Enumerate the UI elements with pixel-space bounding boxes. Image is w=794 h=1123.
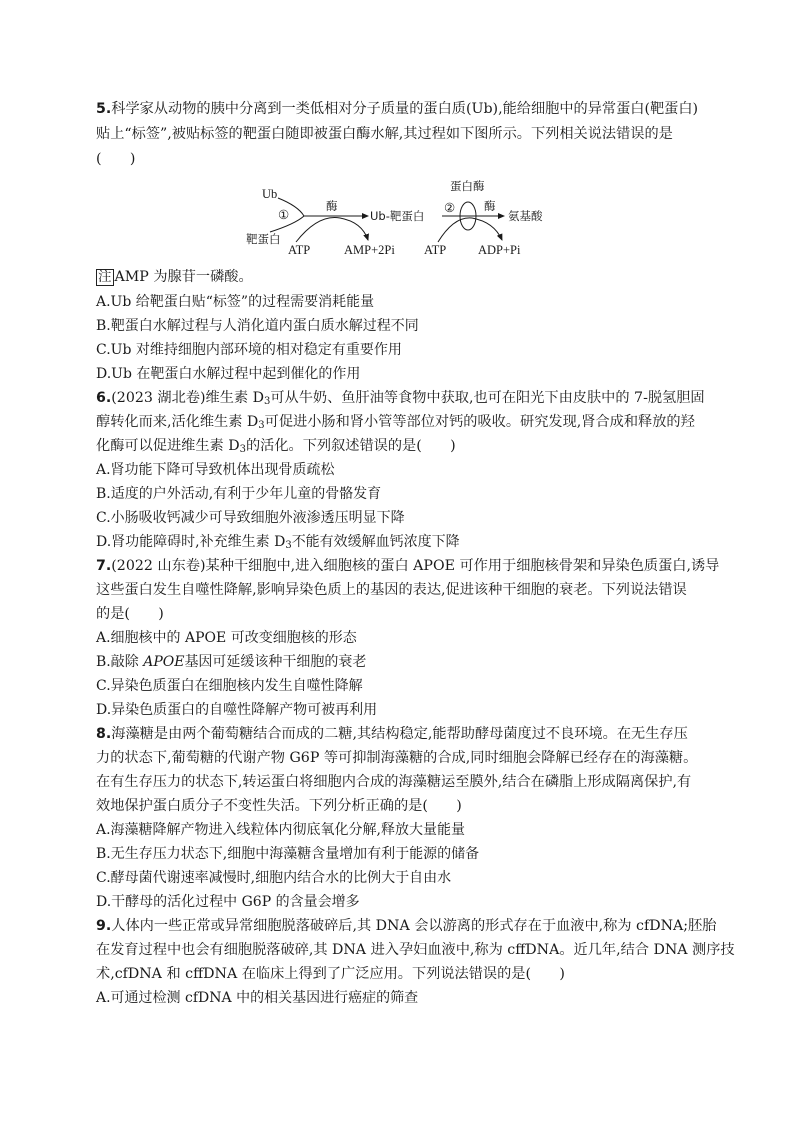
q6-option-d: D.肾功能障碍时,补充维生素 $D_3$不能有效缓解血钙浓度下降 bbox=[96, 534, 460, 551]
q6-number: 6. bbox=[96, 390, 112, 406]
q8-stem-line-2: 力的状态下,葡萄糖的代谢产物 G6P 等可抑制海藻糖的合成,同时细胞会降解已经存在的海藻糖。 bbox=[96, 750, 698, 766]
q9-stem-line-3: 术,cfDNA 和 cffDNA 在临床上得到了广泛应用。下列说法错误的是( ) bbox=[96, 966, 565, 982]
q9-option-a: A.可通过检测 cfDNA 中的相关基因进行癌症的筛查 bbox=[96, 990, 419, 1006]
q7-option-b: B.敲除 APOE基因可延缓该种干细胞的衰老 bbox=[96, 654, 367, 670]
q5-stem-line-2: 贴上“标签”,被贴标签的靶蛋白随即被蛋白酶水解,其过程如下图所示。下列相关说法错误的是 bbox=[96, 126, 673, 142]
q7-stem-line-3: 的是( ) bbox=[96, 606, 164, 622]
note-label: 注 bbox=[98, 269, 112, 285]
q7-number: 7. bbox=[96, 558, 112, 574]
q5-option-c: C.Ub 对维持细胞内部环境的相对稳定有重要作用 bbox=[96, 342, 402, 358]
ub-pathway-diagram bbox=[240, 176, 550, 260]
enzyme-2-label: 酶 bbox=[484, 199, 496, 213]
ub-label: Ub bbox=[262, 187, 278, 201]
q8-number: 8. bbox=[96, 726, 112, 742]
adp-label: ADP+Pi bbox=[478, 243, 521, 257]
enzyme-1-label: 酶 bbox=[326, 199, 338, 213]
q8-stem-line-4: 效地保护蛋白质分子不变性失活。下列分析正确的是( ) bbox=[96, 798, 462, 814]
atp-1-curve bbox=[296, 218, 368, 243]
q6-option-a: A.肾功能下降可导致机体出现骨质疏松 bbox=[96, 462, 335, 478]
q7-option-c: C.异染色质蛋白在细胞核内发生自噬性降解 bbox=[96, 678, 363, 694]
q6-stem-line-2: 醇转化而来,活化维生素 $D_3$可促进小肠和肾小管等部位对钙的吸收。研究发现,肾合成和释放的羟 bbox=[96, 414, 695, 431]
q7-option-d: D.异染色质蛋白的自噬性降解产物可被再利用 bbox=[96, 702, 378, 718]
amino-acid-label: 氨基酸 bbox=[508, 209, 543, 223]
target-protein-label: 靶蛋白 bbox=[246, 232, 281, 246]
q8-option-b: B.无生存压力状态下,细胞中海藻糖含量增加有利于能源的储备 bbox=[96, 846, 480, 862]
atp-2-label: ATP bbox=[424, 243, 447, 257]
q5-option-a: A.Ub 给靶蛋白贴“标签”的过程需要消耗能量 bbox=[96, 294, 375, 310]
amp-label: AMP+2Pi bbox=[344, 243, 395, 257]
apoe-gene: APOE bbox=[143, 654, 185, 670]
q9-number: 9. bbox=[96, 918, 112, 934]
q6-stem-line-3: 化酶可以促进维生素 $D_3$的活化。下列叙述错误的是( ) bbox=[96, 438, 456, 455]
q5-number: 5. bbox=[96, 101, 112, 117]
step-2-label: ② bbox=[444, 201, 456, 215]
atp-1-label: ATP bbox=[288, 243, 311, 257]
q6-option-b: B.适度的户外活动,有利于少年儿童的骨骼发育 bbox=[96, 486, 382, 502]
q8-option-c: C.酵母菌代谢速率减慢时,细胞内结合水的比例大于自由水 bbox=[96, 870, 452, 886]
q8-stem-line-3: 在有生存压力的状态下,转运蛋白将细胞内合成的海藻糖运至膜外,结合在磷脂上形成隔离保护,有 bbox=[96, 774, 692, 790]
q8-option-a: A.海藻糖降解产物进入线粒体内彻底氧化分解,释放大量能量 bbox=[96, 822, 466, 838]
q9-stem-line-2: 在发育过程中也会有细胞脱落破碎,其 DNA 进入孕妇血液中,称为 cffDNA。近几年,结合 DNA 测序技 bbox=[96, 942, 735, 958]
q7-stem-line-2: 这些蛋白发生自噬性降解,影响异染色质上的基因的表达,促进该种干细胞的衰老。下列说法错误 bbox=[96, 582, 687, 598]
protease-label: 蛋白酶 bbox=[450, 179, 485, 193]
q5-option-b: B.靶蛋白水解过程与人消化道内蛋白质水解过程不同 bbox=[96, 318, 419, 334]
q5-option-d: D.Ub 在靶蛋白水解过程中起到催化的作用 bbox=[96, 366, 361, 382]
q8-stem-line-1: 8.海藻糖是由两个葡萄糖结合而成的二糖,其结构稳定,能帮助酵母菌度过不良环境。在无生存压 bbox=[96, 726, 688, 742]
q5-note: 注 AMP 为腺苷一磷酸。 bbox=[98, 269, 253, 285]
q8-option-d: D.干酵母的活化过程中 G6P 的含量会增多 bbox=[96, 894, 360, 910]
q6-option-c: C.小肠吸收钙减少可导致细胞外液渗透压明显下降 bbox=[96, 510, 405, 526]
step-1-label: ① bbox=[278, 208, 290, 222]
q6-stem-line-1: 6.(2023 湖北卷)维生素 $D_3$可从牛奶、鱼肝油等食物中获取,也可在阳光下由皮肤中的 7-脱氢胆固 bbox=[96, 390, 705, 407]
q5-stem-line-3: ( ) bbox=[96, 151, 136, 167]
q7-stem-line-1: 7.(2022 山东卷)某种干细胞中,进入细胞核的蛋白 APOE 可作用于细胞核骨架和异染色质蛋白,诱导 bbox=[96, 558, 720, 574]
ub-target-complex-label: Ub-靶蛋白 bbox=[370, 209, 425, 223]
q9-stem-line-1: 9.人体内一些正常或异常细胞脱落破碎后,其 DNA 会以游离的形式存在于血液中,称为 cfDNA;胚胎 bbox=[96, 918, 717, 934]
q7-option-a: A.细胞核中的 APOE 可改变细胞核的形态 bbox=[96, 630, 357, 646]
q5-stem-line-1: 5.科学家从动物的胰中分离到一类低相对分子质量的蛋白质(Ub),能给细胞中的异常蛋白(靶蛋白) bbox=[96, 101, 699, 117]
